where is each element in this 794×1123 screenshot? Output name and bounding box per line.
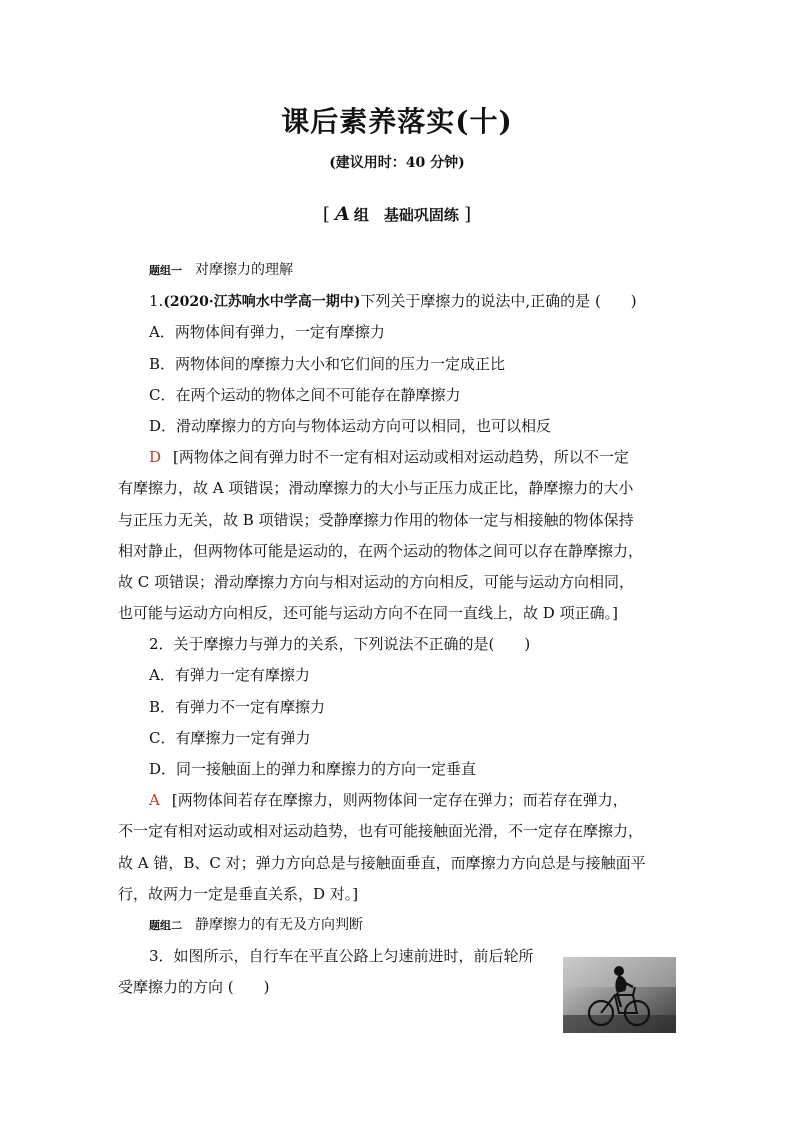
group-bracket-open: [ — [322, 204, 330, 225]
question-3-stem: 3．如图所示，自行车在平直公路上匀速前进时，前后轮所 — [149, 947, 534, 966]
answer-1-line — [118, 442, 678, 473]
topic-tag: 题组一 — [149, 264, 182, 277]
explanation-line: [两物体之间有弹力时不一定有相对运动或相对运动趋势，所以不一定 — [173, 448, 629, 467]
topic-tag: 题组二 — [149, 918, 182, 932]
question-2-stem: 2．关于摩擦力与弹力的关系，下列说法不正确的是( ) — [149, 635, 531, 654]
option-b: B．有弹力不一定有摩擦力 — [149, 697, 326, 716]
suggested-time: (建议用时：40 分钟) — [329, 155, 465, 171]
option-a: A．有弹力一定有摩擦力 — [149, 666, 310, 685]
explanation-line: 故 C 项错误；滑动摩擦力方向与相对运动的方向相反，可能与运动方向相同， — [118, 572, 635, 591]
explanation-line: 故 A 错，B、C 对；弹力方向总是与接触面垂直，而摩擦力方向总是与接触面平 — [118, 853, 646, 872]
bicycle-photo — [563, 957, 676, 1033]
page-title: 课后素养落实(十) — [281, 105, 513, 138]
option-d: D．滑动摩擦力的方向与物体运动方向可以相同，也可以相反 — [149, 416, 552, 435]
explanation-line: [两物体间若存在摩擦力，则两物体间一定存在弹力；而若存在弹力， — [171, 791, 628, 810]
topic-heading-2 — [118, 910, 678, 941]
answer-letter: D — [149, 448, 162, 467]
option-c: C．有摩擦力一定有弹力 — [149, 728, 311, 747]
group-letter: A — [335, 203, 350, 225]
group-bracket-close: ] — [464, 204, 472, 225]
explanation-line: 不一定有相对运动或相对运动趋势，也有可能接触面光滑，不一定存在摩擦力， — [118, 822, 644, 841]
explanation-line: 有摩擦力，故 A 项错误；滑动摩擦力的大小与正压力成正比，静摩擦力的大小 — [118, 479, 634, 498]
group-label: 组 基础巩固练 — [353, 206, 459, 224]
explanation-line: 相对静止，但两物体可能是运动的，在两个运动的物体之间可以存在静摩擦力， — [118, 541, 644, 560]
group-heading — [0, 203, 794, 225]
topic-title: 对摩擦力的理解 — [195, 262, 293, 278]
option-a: A．两物体间有弹力，一定有摩擦力 — [149, 323, 385, 342]
question-number: 1. — [149, 292, 164, 311]
explanation-line: 行，故两力一定是垂直关系，D 对。] — [118, 884, 359, 903]
question-source: (2020·江苏响水中学高一期中) — [163, 294, 361, 311]
option-c: C．在两个运动的物体之间不可能存在静摩擦力 — [149, 385, 461, 404]
question-content — [118, 255, 678, 1004]
answer-letter: A — [149, 791, 160, 810]
question-3-stem-cont: 受摩擦力的方向 ( ) — [118, 978, 270, 997]
question-1-stem — [118, 286, 678, 317]
answer-2-line — [118, 785, 678, 816]
topic-heading-1 — [118, 255, 678, 286]
option-b: B．两物体间的摩擦力大小和它们间的压力一定成正比 — [149, 354, 506, 373]
option-d: D．同一接触面上的弹力和摩擦力的方向一定垂直 — [149, 760, 477, 778]
explanation-line: 与正压力无关，故 B 项错误；受静摩擦力作用的物体一定与相接触的物体保持 — [118, 510, 634, 529]
cyclist-illustration-icon — [563, 957, 676, 1033]
question-stem: 下列关于摩擦力的说法中,正确的是 ( ) — [360, 292, 637, 311]
topic-title: 静摩擦力的有无及方向判断 — [195, 916, 363, 933]
explanation-line: 也可能与运动方向相反，还可能与运动方向不在同一直线上，故 D 项正确。] — [118, 604, 618, 623]
